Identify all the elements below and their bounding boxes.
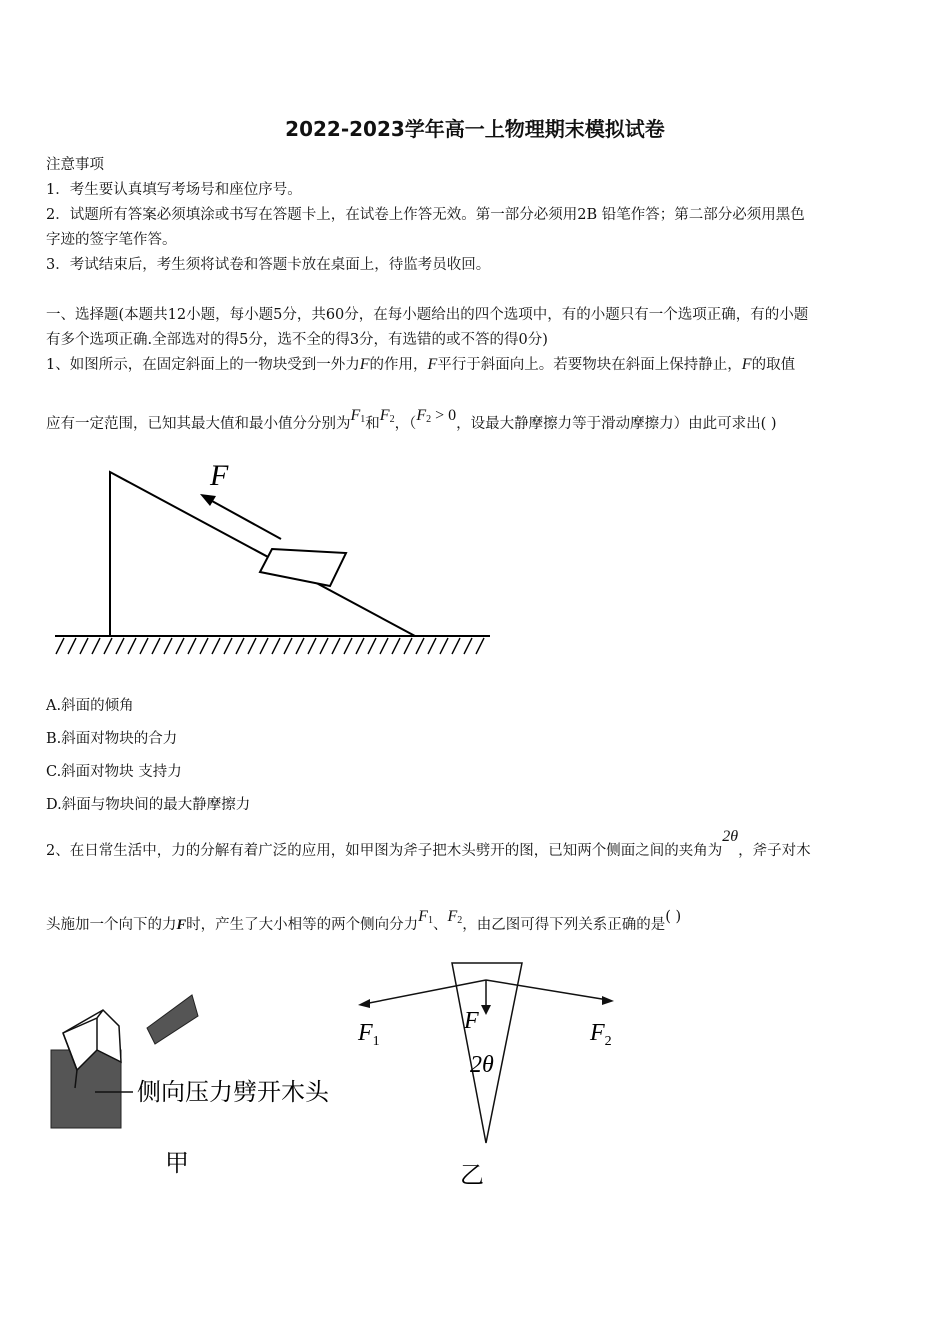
- axe-figure-jia: [45, 988, 375, 1193]
- q2-stem-line2: 头施加一个向下的力F时，产生了大小相等的两个侧向分力$F_1$、$F_2$，由乙图可得下列关系正确的是( ): [46, 908, 682, 933]
- var-F1: $F_1$: [418, 908, 433, 926]
- q1-option-d[interactable]: D.斜面与物块间的最大静摩擦力: [46, 797, 251, 813]
- notice-item-2: 2．试题所有答案必须填涂或书写在答题卡上，在试卷上作答无效。第一部分必须用2B 铅笔作答；第二部分必须用黑色: [46, 207, 805, 223]
- incline-figure: [50, 455, 500, 660]
- force-label: F: [210, 459, 229, 492]
- var-F: F: [741, 356, 752, 373]
- label-F: F: [464, 1008, 479, 1034]
- page-title: 2022-2023学年高一上物理期末模拟试卷: [285, 117, 665, 141]
- q1-stem-line1: 1、如图所示，在固定斜面上的一物块受到一外力F的作用，F平行于斜面向上。若要物块在斜面上保持静止，F的取值: [46, 356, 796, 373]
- block: [260, 549, 346, 586]
- side-pressure-label: 侧向压力劈开木头: [137, 1078, 329, 1106]
- section-header-line2: 有多个选项正确.全部选对的得5分，选不全的得3分，有选错的或不答的得0分): [46, 332, 548, 348]
- figure-label-yi: 乙: [460, 1161, 484, 1189]
- label-2theta: 2θ: [470, 1052, 494, 1078]
- label-F1: $F_1$: [358, 1020, 380, 1049]
- answer-paren: ( ): [665, 909, 682, 925]
- notice-heading: 注意事项: [46, 157, 104, 173]
- notice-item-2-cont: 字迹的签字笔作答。: [46, 232, 177, 248]
- notice-item-3: 3．考试结束后，考生须将试卷和答题卡放在桌面上，待监考员收回。: [46, 257, 491, 273]
- var-F: F: [427, 356, 438, 373]
- var-F: F: [359, 356, 370, 373]
- var-F1: $F_1$: [350, 407, 366, 425]
- section-header-line1: 一、选择题(本题共12小题，每小题5分，共60分，在每小题给出的四个选项中，有的小题只有一个选项正确，有的小题: [46, 307, 809, 323]
- condition-F2-positive: $F_2 > 0$: [416, 407, 457, 425]
- q2-stem-line1: 2、在日常生活中，力的分解有着广泛的应用，如甲图为斧子把木头劈开的图，已知两个侧面之间的夹角为2θ，斧子对木: [46, 828, 811, 859]
- var-F: F: [176, 917, 187, 933]
- var-F2: $F_2$: [379, 407, 395, 425]
- notice-item-1: 1．考生要认真填写考场号和座位序号。: [46, 182, 302, 198]
- q1-option-c[interactable]: C.斜面对物块 支持力: [46, 764, 182, 780]
- wedge-figure-yi: [350, 955, 630, 1195]
- ground-hatching: [56, 638, 484, 654]
- figure-label-jia: 甲: [165, 1149, 189, 1177]
- q1-option-a[interactable]: A.斜面的倾角: [46, 698, 134, 714]
- incline-triangle: [110, 472, 415, 636]
- label-F2: $F_2$: [590, 1020, 612, 1049]
- angle-2theta: 2θ: [722, 828, 739, 845]
- force-arrowhead: [200, 494, 216, 506]
- axe-handle: [147, 995, 198, 1044]
- q1-option-b[interactable]: B.斜面对物块的合力: [46, 731, 178, 747]
- q1-stem-line2: 应有一定范围，已知其最大值和最小值分分别为$F_1$和$F_2$，（$F_2 > 0$，设最大静摩擦力等于滑动摩擦力）由此可求出( ): [46, 407, 777, 432]
- var-F2: $F_2$: [447, 908, 463, 926]
